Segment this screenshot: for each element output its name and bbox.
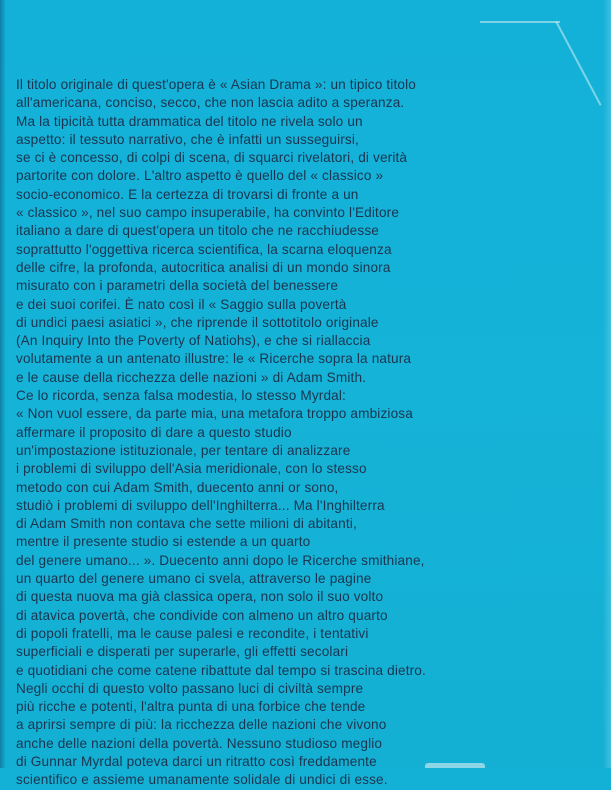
blurb-line: delle cifre, la profonda, autocritica analisi di un mondo sinora [16,259,391,275]
blurb-line: a aprirsi sempre di più: la ricchezza delle nazioni che vivono [16,717,387,733]
blurb-line: superficiali e disperati per superarle, gli effetti secolari [16,644,349,660]
blurb-line: e quotidiani che come catene ribattute dal tempo si trascina dietro. [16,662,426,678]
blurb-line: misurato con i parametri della società del benessere [16,278,339,294]
blurb-line: « Non vuol essere, da parte mia, una metafora troppo ambiziosa [16,406,413,422]
blurb-line: di Adam Smith non contava che sette milioni di abitanti, [16,516,357,532]
paper-crease [480,21,560,23]
blurb-line: affermare il proposito di dare a questo studio [16,424,292,440]
blurb-line: del genere umano... ». Duecento anni dopo le Ricerche smithiane, [16,552,425,568]
blurb-line: di atavica povertà, che condivide con almeno un altro quarto [16,607,388,623]
blurb-line: metodo con cui Adam Smith, duecento anni or sono, [16,479,339,495]
blurb-line: più ricche e potenti, l'altra punta di una forbice che tende [16,699,366,715]
blurb-line: partorite con dolore. L'altro aspetto è quello del « classico » [16,168,384,184]
blurb-line: anche delle nazioni della povertà. Nessuno studioso meglio [16,735,383,751]
blurb-line: Ce lo ricorda, senza falsa modestia, lo stesso Myrdal: [16,388,346,404]
blurb-line: di questa nuova ma già classica opera, non solo il suo volto [16,589,384,605]
blurb-line: di Gunnar Myrdal poteva darci un ritratto così freddamente [16,753,377,769]
blurb-line: (An Inquiry Into the Poverty of Natiohs), e che si riallaccia [16,333,371,349]
blurb-line: mentre il presente studio si estende a un quarto [16,534,311,550]
blurb-text [16,76,476,790]
cover-edge [603,0,611,768]
blurb-line: Il titolo originale di quest'opera è « Asian Drama »: un tipico titolo [16,77,416,92]
blurb-line: aspetto: il tessuto narrativo, che è infatti un susseguirsi, [16,131,359,147]
blurb-line: studiò i problemi di sviluppo dell'Inghilterra... Ma l'Inghilterra [16,497,385,513]
blurb-line: un quarto del genere umano ci svela, attraverso le pagine [16,571,372,587]
blurb-line: soprattutto l'oggettiva ricerca scientifica, la scarna eloquenza [16,241,392,257]
blurb-line: i problemi di sviluppo dell'Asia meridionale, con lo stesso [16,461,367,477]
blurb-line: scientifico e assieme umanamente solidale di undici di esse. [16,772,388,788]
blurb-line: Negli occhi di questo volto passano luci di civiltà sempre [16,680,364,696]
blurb-line: di popoli fratelli, ma le cause palesi e recondite, i tentativi [16,625,369,641]
blurb-line: un'impostazione istituzionale, per tentare di analizzare [16,442,351,458]
blurb-line: Ma la tipicità tutta drammatica del titolo ne rivela solo un [16,113,363,129]
blurb-line: di undici paesi asiatici », che riprende il sottotitolo originale [16,314,379,330]
paper-crease [555,21,601,106]
blurb-line: e dei suoi corifei. È nato così il « Saggio sulla povertà [16,296,347,312]
blurb-line: socio-economico. E la certezza di trovarsi di fronte a un [16,186,359,202]
blurb-line: volutamente a un antenato illustre: le « Ricerche sopra la natura [16,351,412,367]
blurb-line: italiano a dare di quest'opera un titolo che ne racchiudesse [16,223,380,239]
blurb-line: e le cause della ricchezza delle nazioni » di Adam Smith. [16,369,367,385]
blurb-line: se ci è concesso, di colpi di scena, di squarci rivelatori, di verità [16,150,408,166]
blurb-line: all'americana, conciso, secco, che non lascia adito a speranza. [16,95,405,111]
blurb-line: « classico », nel suo campo insuperabile, ha convinto l'Editore [16,205,400,221]
